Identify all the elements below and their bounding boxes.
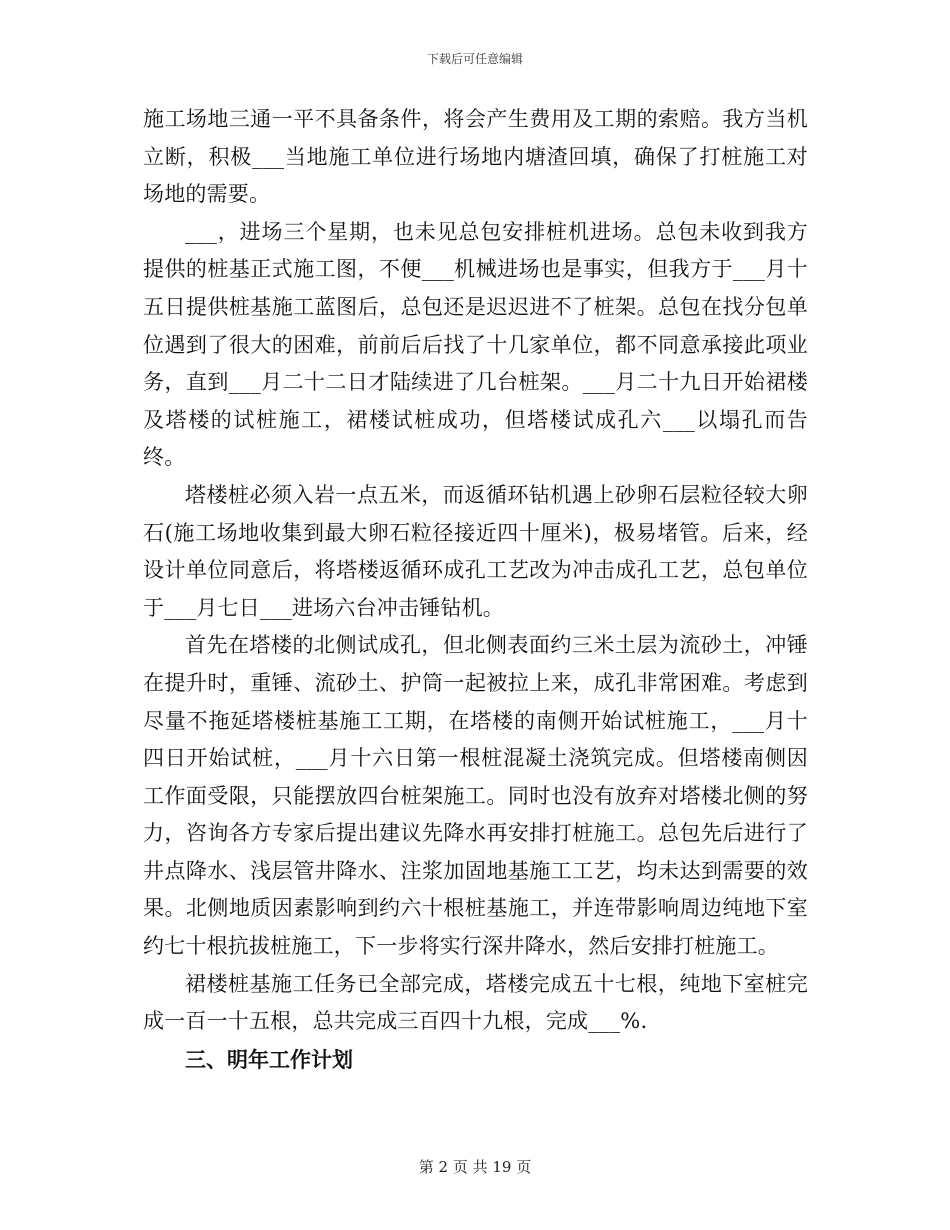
- paragraph-north-side-trial: 首先在塔楼的北侧试成孔，但北侧表面约三米土层为流砂土，冲锤在提升时，重锤、流砂土、护筒一起被拉上来，成孔非常困难。考虑到尽量不拖延塔楼桩基施工工期，在塔楼的南侧开始试桩施工，___月十四日开始试桩，___月十六日第一根桩混凝土浇筑完成。但塔楼南侧因工作面受限，只能摆放四台桩架施工。同时也没有放弃对塔楼北侧的努力，咨询各方专家后提出建议先降水再安排打桩施工。总包先后进行了井点降水、浅层管井降水、注浆加固地基施工工艺，均未达到需要的效果。北侧地质因素影响到约六十根桩基施工，并连带影响周边纯地下室约七十根抗拔桩施工，下一步将实行深井降水，然后安排打桩施工。: [143, 633, 808, 959]
- paragraph-tower-pile-process: 塔楼桩必须入岩一点五米，而返循环钻机遇上砂卵石层粒径较大卵石(施工场地收集到最大卵石粒径接近四十厘米)，极易堵管。后来，经设计单位同意后，将塔楼返循环成孔工艺改为冲击成孔工艺，总包单位于___月七日___进场六台冲击锤钻机。: [143, 482, 808, 620]
- document-body: [143, 101, 808, 1078]
- page-number-footer: 第 2 页 共 19 页: [418, 1158, 532, 1176]
- page-header: 下载后可任意编辑: [426, 52, 523, 66]
- paragraph-progress-summary: 裙楼桩基施工任务已全部完成，塔楼完成五十七根，纯地下室桩完成一百一十五根，总共完成三百四十九根，完成___%.: [143, 971, 808, 1034]
- section-heading-next-year-plan: 三、明年工作计划: [185, 1046, 353, 1072]
- paragraph-site-preparation: 施工场地三通一平不具备条件，将会产生费用及工期的索赔。我方当机立断，积极___当地施工单位进行场地内塘渣回填，确保了打桩施工对场地的需要。: [143, 107, 808, 207]
- paragraph-pile-rig-delay: ___，进场三个星期，也未见总包安排桩机进场。总包未收到我方提供的桩基正式施工图，不便___机械进场也是事实，但我方于___月十五日提供桩基施工蓝图后，总包还是迟迟进不了桩架。总包在找分包单位遇到了很大的困难，前前后后找了十几家单位，都不同意承接此项业务，直到___月二十二日才陆续进了几台桩架。___月二十九日开始裙楼及塔楼的试桩施工，裙楼试桩成功，但塔楼试成孔六___以塌孔而告终。: [143, 219, 808, 470]
